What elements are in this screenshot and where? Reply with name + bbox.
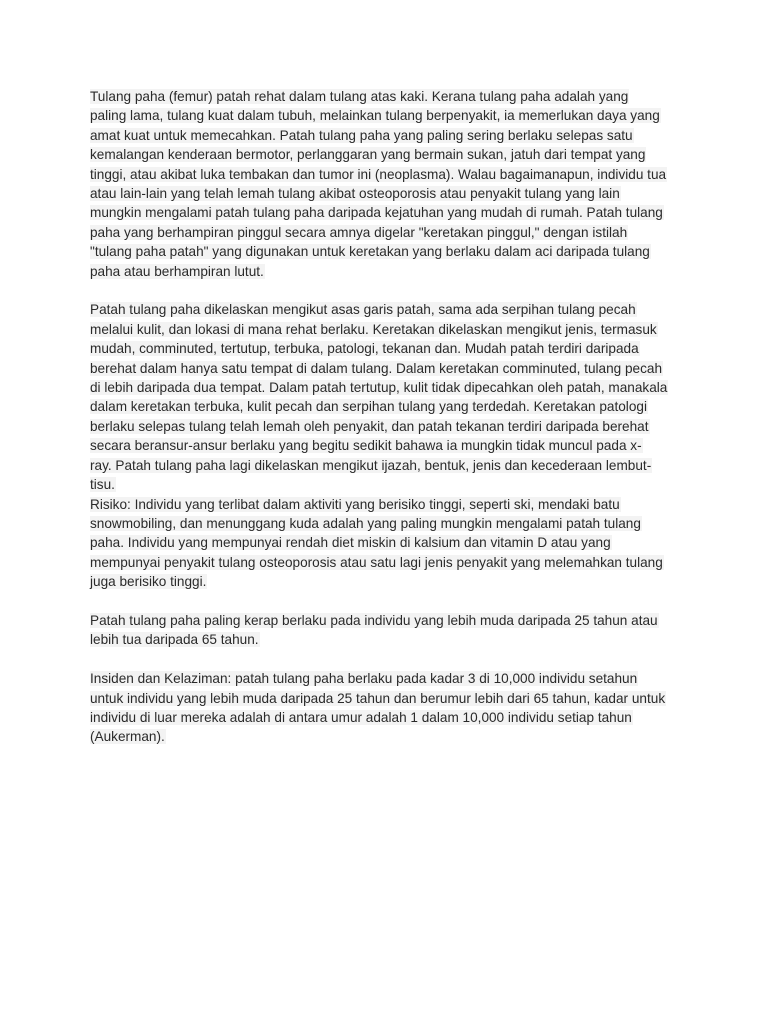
paragraph-classification-risk bbox=[90, 300, 676, 591]
document-body bbox=[90, 87, 676, 747]
text-line: berlaku selepas tulang telah lemah oleh penyakit, dan patah tekanan terdiri daripada berehat bbox=[90, 418, 649, 434]
text-line: mungkin mengalami patah tulang paha daripada kejatuhan yang mudah di rumah. Patah tulang bbox=[90, 205, 663, 221]
text-line: paling lama, tulang kuat dalam tubuh, melainkan tulang berpenyakit, ia memerlukan daya yang bbox=[90, 108, 660, 124]
text-line: secara beransur-ansur berlaku yang begitu sedikit bahawa ia mungkin tidak muncul pada x- bbox=[90, 438, 642, 454]
text-line: melalui kulit, dan lokasi di mana rehat berlaku. Keretakan dikelaskan mengikut jenis, termasuk bbox=[90, 321, 657, 337]
text-line: lebih tua daripada 65 tahun. bbox=[90, 632, 259, 648]
text-line: di lebih daripada dua tempat. Dalam patah tertutup, kulit tidak dipecahkan oleh patah, manakala bbox=[90, 380, 668, 396]
text-line: tisu. bbox=[90, 477, 115, 493]
text-line: Insiden dan Kelaziman: patah tulang paha berlaku pada kadar 3 di 10,000 individu setahun bbox=[90, 671, 638, 687]
text-line: untuk individu yang lebih muda daripada 25 tahun dan berumur lebih dari 65 tahun, kadar untuk bbox=[90, 690, 666, 706]
text-line: ray. Patah tulang paha lagi dikelaskan mengikut ijazah, bentuk, jenis dan kecederaan lembut- bbox=[90, 457, 652, 473]
text-line: Tulang paha (femur) patah rehat dalam tulang atas kaki. Kerana tulang paha adalah yang bbox=[90, 89, 629, 104]
text-line: mempunyai penyakit tulang osteoporosis atau satu lagi jenis penyakit yang melemahkan tulang bbox=[90, 554, 663, 570]
text-line: mudah, comminuted, tertutup, terbuka, patologi, tekanan dan. Mudah patah terdiri daripada bbox=[90, 341, 639, 357]
text-line: snowmobiling, dan menunggang kuda adalah yang paling mungkin mengalami patah tulang bbox=[90, 515, 641, 531]
paragraph-femur-intro bbox=[90, 87, 676, 281]
text-line: individu di luar mereka adalah di antara umur adalah 1 dalam 10,000 individu setiap tahun bbox=[90, 709, 632, 725]
text-line: kemalangan kenderaan bermotor, perlanggaran yang bermain sukan, jatuh dari tempat yang bbox=[90, 147, 646, 163]
paragraph-age-groups bbox=[90, 611, 676, 650]
text-line: dalam keretakan terbuka, kulit pecah dan serpihan tulang yang terdedah. Keretakan patologi bbox=[90, 399, 647, 415]
text-line: Patah tulang paha dikelaskan mengikut asas garis patah, sama ada serpihan tulang pecah bbox=[90, 302, 636, 318]
text-line: tinggi, atau akibat luka tembakan dan tumor ini (neoplasma). Walau bagaimanapun, individu tua bbox=[90, 166, 667, 182]
text-line: Patah tulang paha paling kerap berlaku pada individu yang lebih muda daripada 25 tahun atau bbox=[90, 612, 658, 628]
paragraph-spacer bbox=[90, 650, 676, 669]
text-line: paha. Individu yang mempunyai rendah diet miskin di kalsium dan vitamin D atau yang bbox=[90, 535, 611, 551]
paragraph-spacer bbox=[90, 281, 676, 300]
text-line: juga berisiko tinggi. bbox=[90, 574, 207, 590]
text-line: berehat dalam hanya satu tempat di dalam tulang. Dalam keretakan comminuted, tulang pecah bbox=[90, 360, 663, 376]
text-line: paha yang berhampiran pinggul secara amnya digelar "keretakan pinggul," dengan istilah bbox=[90, 224, 628, 240]
text-line: "tulang paha patah" yang digunakan untuk keretakan yang berlaku dalam aci daripada tulang bbox=[90, 244, 650, 260]
text-line: (Aukerman). bbox=[90, 729, 165, 745]
text-line: atau lain-lain yang telah lemah tulang akibat osteoporosis atau penyakit tulang yang lain bbox=[90, 186, 620, 202]
text-line: amat kuat untuk memecahkan. Patah tulang paha yang paling sering berlaku selepas satu bbox=[90, 127, 633, 143]
paragraph-incidence bbox=[90, 669, 676, 747]
paragraph-spacer bbox=[90, 592, 676, 611]
text-line: Risiko: Individu yang terlibat dalam aktiviti yang berisiko tinggi, seperti ski, mendaki batu bbox=[90, 496, 620, 512]
text-line: paha atau berhampiran lutut. bbox=[90, 263, 264, 279]
